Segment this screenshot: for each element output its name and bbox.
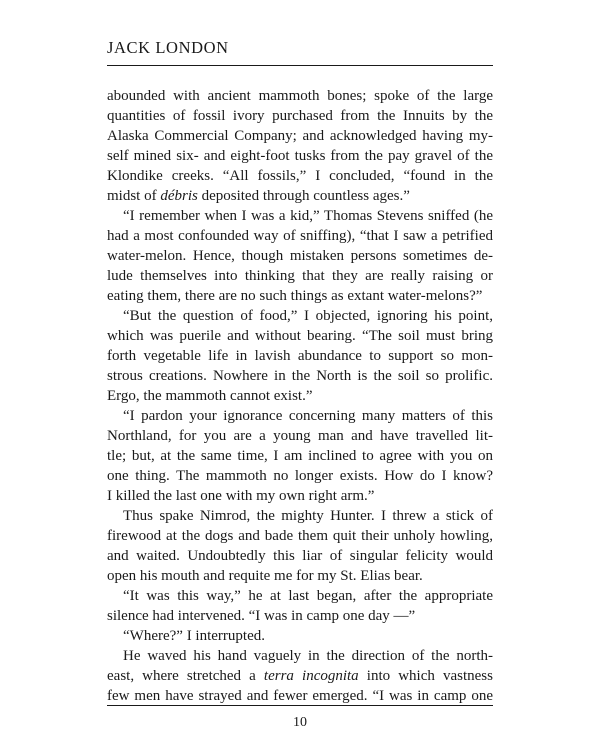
body-text (107, 86, 493, 706)
page-number: 10 (293, 715, 307, 730)
text-line: silence had intervened. “I was in camp one day —” (107, 608, 416, 624)
italic-term: débris (160, 188, 198, 204)
text-line: “But the question of food,” I objected, ignoring his point, (123, 308, 493, 324)
text-line (107, 666, 493, 686)
text-line: self mined six- and eight-foot tusks from the pay gravel of the (107, 148, 493, 164)
text-line: firewood at the dogs and bade them quit their unholy howling, (107, 528, 493, 544)
text-line: “I remember when I was a kid,” Thomas Stevens sniffed (he (123, 208, 493, 224)
text-line: open his mouth and requite me for my St. Elias bear. (107, 568, 423, 584)
text-line: eating them, there are no such things as extant water-melons?” (107, 288, 483, 304)
text-line: Klondike creeks. “All fossils,” I concluded, “found in the (107, 168, 493, 184)
text-line: quantities of fossil ivory purchased from the Innuits by the (107, 108, 493, 124)
text-line: tle; but, at the same time, I am inclined to agree with you on (107, 448, 493, 464)
text-segment: east, where stretched a (107, 668, 264, 684)
text-segment: deposited through countless ages.” (197, 188, 410, 204)
text-line: forth vegetable life in lavish abundance to support so mon- (107, 348, 493, 364)
text-line: lude themselves into thinking that they are really raising or (107, 268, 493, 284)
italic-term: terra incognita (263, 668, 359, 684)
text-line: “I pardon your ignorance concerning many matters of this (123, 408, 493, 424)
header-rule (107, 65, 493, 66)
text-line: few men have strayed and fewer emerged. “I was in camp one (107, 688, 493, 704)
text-line: strous creations. Nowhere in the North is the soil so prolific. (107, 368, 493, 384)
text-segment: into which vastness (358, 668, 493, 684)
running-header-author: JACK LONDON (107, 38, 229, 57)
text-line (107, 186, 493, 206)
text-line: He waved his hand vaguely in the direction of the north- (123, 648, 493, 664)
text-line: Northland, for you are a young man and have travelled lit- (107, 428, 493, 444)
text-line: which was puerile and without bearing. “The soil must bring (107, 328, 493, 344)
text-line: Ergo, the mammoth cannot exist.” (107, 388, 313, 404)
text-line: had a most confounded way of sniffing), “that I saw a petrified (107, 228, 493, 244)
text-segment: midst of (107, 188, 161, 204)
text-line: I killed the last one with my own right arm.” (107, 488, 375, 504)
text-line: water-melon. Hence, though mistaken persons sometimes de- (107, 248, 493, 264)
text-line: “Where?” I interrupted. (123, 628, 265, 644)
text-line: “It was this way,” he at last began, after the appropriate (123, 588, 493, 604)
text-line: Alaska Commercial Company; and acknowledged having my- (107, 128, 493, 144)
text-line: one thing. The mammoth no longer exists. How do I know? (107, 468, 493, 484)
footer-rule (107, 705, 493, 706)
text-line: and waited. Undoubtedly this liar of singular felicity would (107, 548, 493, 564)
text-line: abounded with ancient mammoth bones; spoke of the large (107, 88, 493, 104)
text-line: Thus spake Nimrod, the mighty Hunter. I threw a stick of (123, 508, 493, 524)
